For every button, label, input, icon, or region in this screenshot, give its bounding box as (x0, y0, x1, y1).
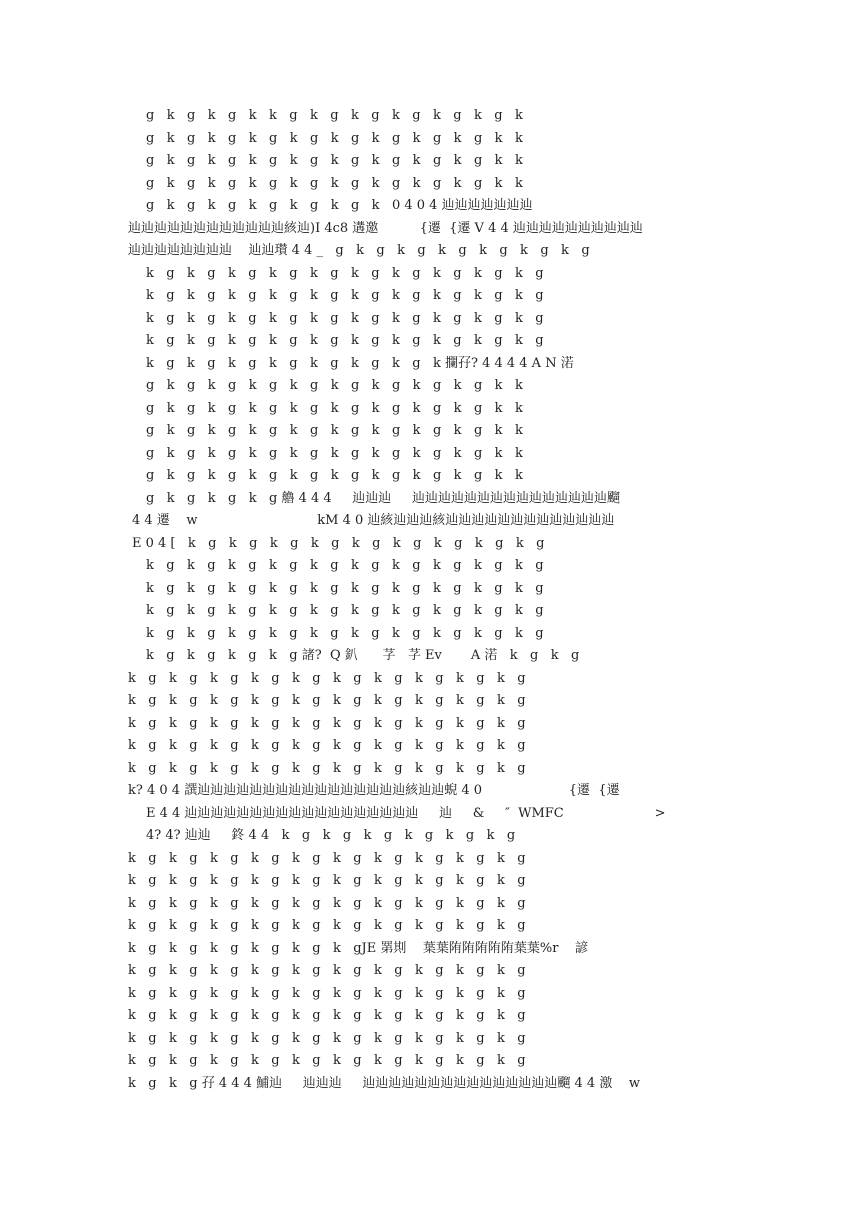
text-line: 辿辿辿辿辿辿辿辿辿辿辿辿絯辿)I 4c8 遘邀 {遷 {遷 V 4 4 辿辿辿辿辿辿辿辿辿辿 (128, 221, 643, 236)
text-line: k g k g k g k g k g k g k g k g k g k g (128, 761, 526, 776)
text-line: 辿辿辿辿辿辿辿辿 辿辿瓉 4 4 _ g k g k g k g k g k g k g (128, 243, 590, 258)
text-line: g k g k g k g k g k g k g k g k g k k (146, 468, 523, 483)
text-line: k g k g k g k g k g k g k g k g k g k g (128, 918, 526, 933)
text-line: k g k g k g k g k g k g k g k g k g k g (146, 266, 544, 281)
text-line: 4 4 遷 w kM 4 0 辿絯辿辿辿絯辿辿辿辿辿辿辿辿辿辿辿辿辿 (132, 513, 615, 528)
text-line: k g k g k g k g k g k g k g k g k g k g (146, 603, 544, 618)
text-line: k g k g k g k g k g k g k g k g k g k g (146, 333, 544, 348)
text-line: k g k g k g k g k g k g k g k g k g k g (128, 1031, 526, 1046)
text-line: k g k g k g k g k g k g k g k g k g k g (146, 311, 544, 326)
text-line: k g k g k g k g k g k g k g k g k g k g (128, 1053, 526, 1068)
text-line: k g k g k g k g k g k gJE 罤剘 葉葉陏陏陏陏陏葉葉%r 諺 (128, 941, 589, 956)
text-line: 4? 4? 辿辿 鉖 4 4 k g k g k g k g k g k g (146, 828, 516, 843)
text-line: g k g k g k g k g k g k g k g k g k k (146, 153, 523, 168)
text-line: k g k g k g k g k g k g k g k g k g k g (128, 851, 526, 866)
text-line: k? 4 0 4 譔辿辿辿辿辿辿辿辿辿辿辿辿辿辿辿辿絯辿辿蜺 4 0 {遷 {遷 (128, 783, 620, 798)
text-line: k g k g k g k g k g k g k g k g k g k g (128, 693, 526, 708)
text-line: k g k g k g k g k g k g k g k g k g k g (128, 671, 526, 686)
text-line: g k g k g k g 艪 4 4 4 辿辿辿 辿辿辿辿辿辿辿辿辿辿辿辿辿辿辿飀 (146, 491, 620, 506)
text-line: k g k g k g k g 諸? Q 釟 芓 芓 Ev A 渃 k g k g (146, 648, 580, 663)
text-line: g k g k g k g k g k g k g k g k g k k (146, 378, 523, 393)
text-line: k g k g k g k g k g k g k g k g k g k g (146, 288, 544, 303)
text-line: k g k g k g k g k g k g k g k g k g k g (128, 986, 526, 1001)
text-line: k g k g k g k g k g k g k g k g k g k g (146, 626, 544, 641)
text-line: g k g k g k g k g k g k g k g k g k k (146, 131, 523, 146)
text-line: k g k g k g k g k g k g k g k g k g k g (128, 896, 526, 911)
text-line: g k g k g k g k g k g k g k g k g k k (146, 446, 523, 461)
text-line: k g k g k g k g k g k g k g k g k g k g (146, 558, 544, 573)
text-line: g k g k g k g k g k g k 0 4 0 4 辿辿辿辿辿辿辿 (146, 198, 533, 213)
text-line: k g k g k g k g k g k g k g k g k g k g (128, 738, 526, 753)
text-line: k g k g k g k g k g k g k g k g k g k g (128, 1008, 526, 1023)
text-line: k g k g k g k g k g k g k g k 攔孖? 4 4 4 4 A N 渃 (146, 356, 574, 371)
text-line: g k g k g k g k g k g k g k g k g k k (146, 176, 523, 191)
text-line: k g k g k g k g k g k g k g k g k g k g (128, 963, 526, 978)
text-line: g k g k g k g k g k g k g k g k g k k (146, 401, 523, 416)
text-line: k g k g k g k g k g k g k g k g k g k g (146, 581, 544, 596)
text-line: k g k g k g k g k g k g k g k g k g k g (128, 873, 526, 888)
text-line: g k g k g k g k g k g k g k g k g k k (146, 423, 523, 438)
text-line: E 0 4 [ k g k g k g k g k g k g k g k g k g (132, 536, 545, 551)
text-line: g k g k g k k g k g k g k g k g k g k (146, 108, 523, 123)
text-line: k g k g k g k g k g k g k g k g k g k g (128, 716, 526, 731)
text-line: k g k g 孖 4 4 4 鯆辿 辿辿辿 辿辿辿辿辿辿辿辿辿辿辿辿辿辿辿飀 4 4 激 w (128, 1076, 640, 1091)
text-line: E 4 4 辿辿辿辿辿辿辿辿辿辿辿辿辿辿辿辿辿辿 辿 & ″ WMFC > (146, 806, 666, 821)
